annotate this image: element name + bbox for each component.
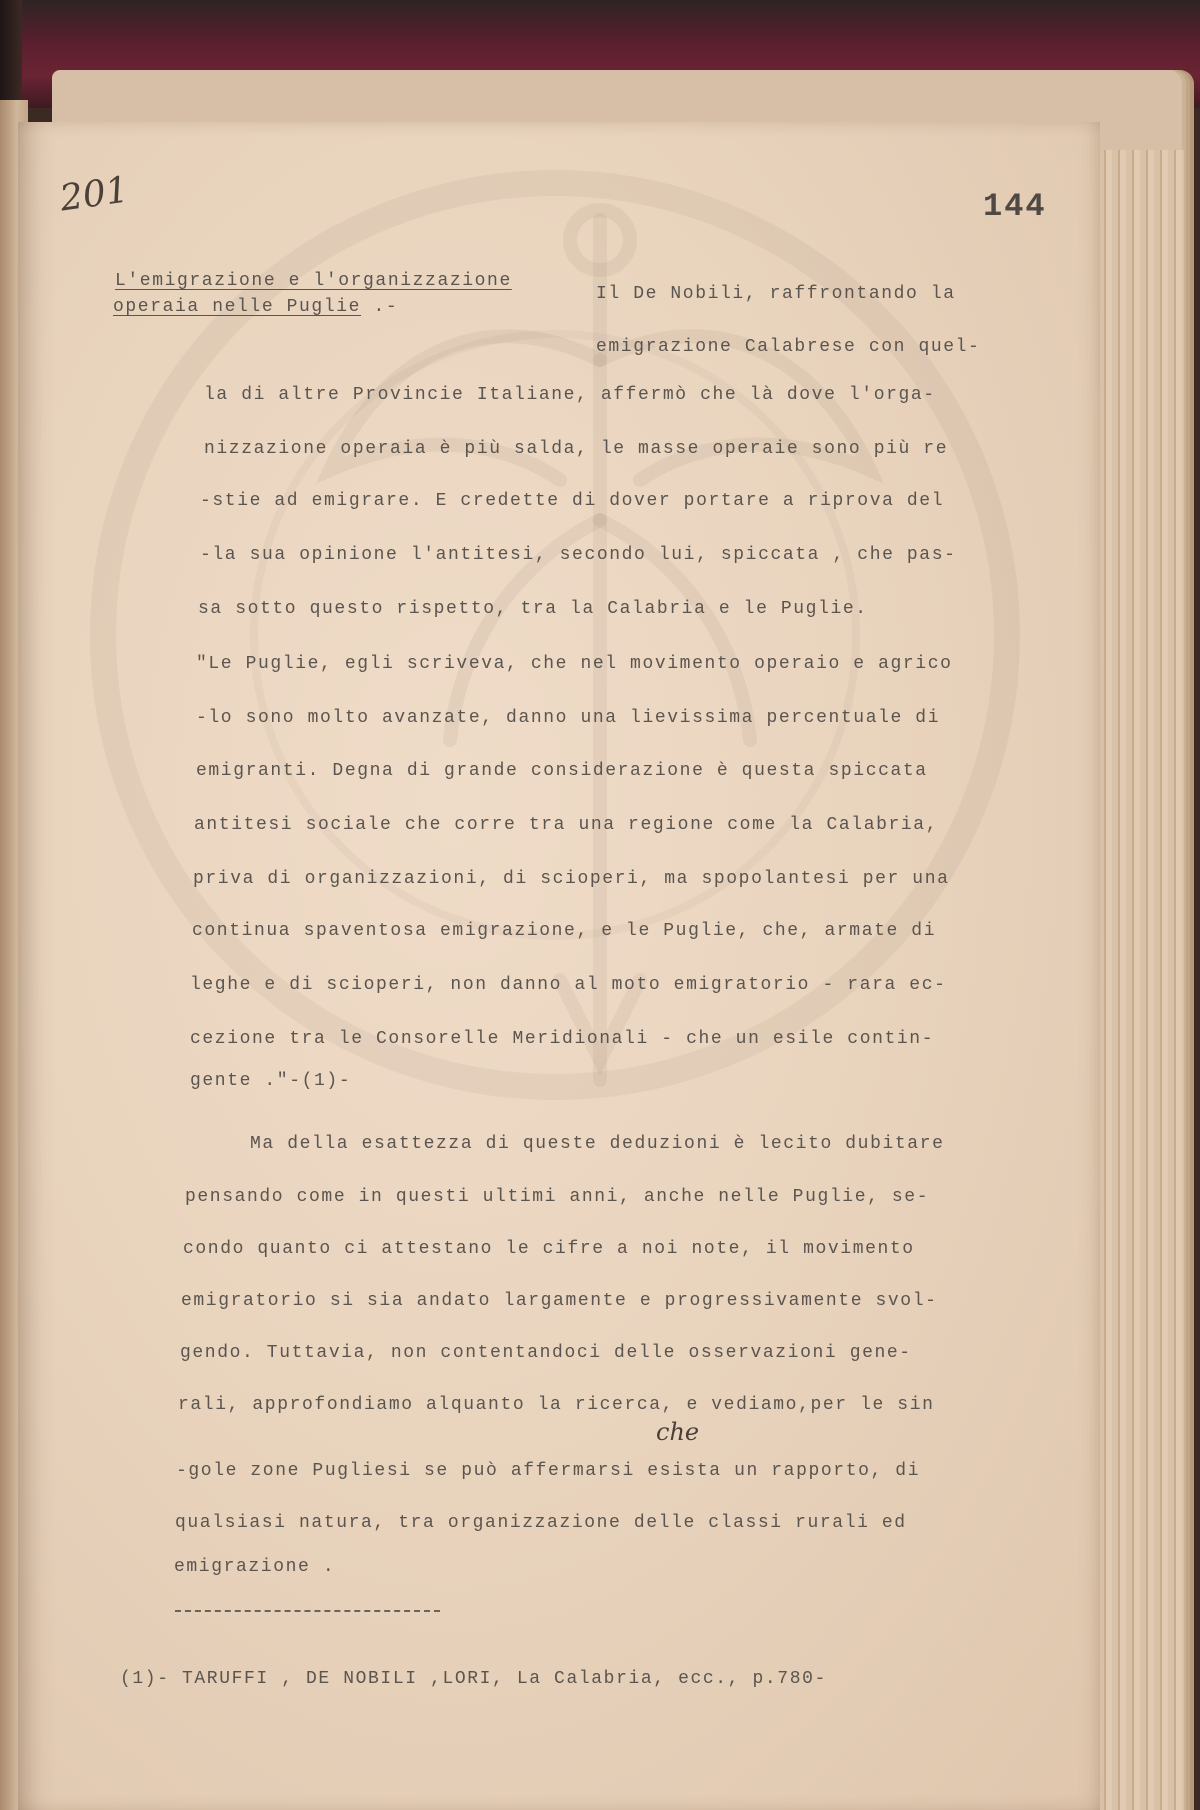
body-line: leghe e di scioperi, non danno al moto emigratorio - rara ec-: [190, 975, 947, 995]
page-number: 144: [983, 188, 1047, 225]
body-line: "Le Puglie, egli scriveva, che nel movimento operaio e agrico: [196, 654, 953, 674]
body-line: emigrazione Calabrese con quel-: [596, 337, 981, 357]
body-line: emigrazione .: [174, 1557, 336, 1577]
body-line: pensando come in questi ultimi anni, anche nelle Puglie, se-: [185, 1187, 930, 1207]
heading-tail: .-: [373, 297, 399, 317]
body-line: emigranti. Degna di grande considerazione è questa spiccata: [196, 761, 928, 781]
body-line: cezione tra le Consorelle Meridionali - che un esile contin-: [190, 1029, 935, 1049]
watermark-seal-inner: [250, 330, 860, 940]
body-line: -gole zone Pugliesi se può affermarsi esista un rapporto, di: [176, 1461, 921, 1481]
body-line: Il De Nobili, raffrontando la: [596, 284, 956, 304]
body-line: sa sotto questo rispetto, tra la Calabria e le Puglie.: [198, 599, 868, 619]
body-line: qualsiasi natura, tra organizzazione delle classi rurali ed: [175, 1513, 907, 1533]
body-line: -la sua opinione l'antitesi, secondo lui, spiccata , che pas-: [200, 545, 957, 565]
page-edges-right: [1098, 150, 1184, 1810]
handwritten-folio: 201: [57, 169, 132, 220]
footnote-separator: [175, 1610, 440, 1612]
body-line: rali, approfondiamo alquanto la ricerca, e vediamo,per le sin: [178, 1395, 935, 1415]
body-line: la di altre Provincie Italiane, affermò che là dove l'orga-: [204, 385, 936, 405]
handwritten-insert: che: [656, 1418, 700, 1446]
body-line: gente ."-(1)-: [190, 1071, 352, 1091]
heading-line-2-wrap: [113, 298, 398, 316]
heading-line-1: L'emigrazione e l'organizzazione: [115, 271, 512, 291]
body-line: -stie ad emigrare. E credette di dover portare a riprova del: [200, 491, 945, 511]
body-line: priva di organizzazioni, di scioperi, ma spopolantesi per una: [193, 869, 950, 889]
body-line: condo quanto ci attestano le cifre a noi note, il movimento: [183, 1239, 915, 1259]
body-line: Ma della esattezza di queste deduzioni è lecito dubitare: [250, 1134, 945, 1154]
body-line: gendo. Tuttavia, non contentandoci delle osservazioni gene-: [180, 1343, 912, 1363]
body-line: nizzazione operaia è più salda, le masse operaie sono più re: [204, 439, 949, 459]
body-line: -lo sono molto avanzate, danno una lievissima percentuale di: [196, 708, 941, 728]
heading-line-2: operaia nelle Puglie: [113, 297, 362, 317]
footnote: (1)- TARUFFI , DE NOBILI ,LORI, La Calabria, ecc., p.780-: [120, 1669, 827, 1689]
body-line: emigratorio si sia andato largamente e progressivamente svol-: [181, 1291, 938, 1311]
body-line: antitesi sociale che corre tra una regione come la Calabria,: [194, 815, 939, 835]
body-line: continua spaventosa emigrazione, e le Puglie, che, armate di: [192, 921, 937, 941]
